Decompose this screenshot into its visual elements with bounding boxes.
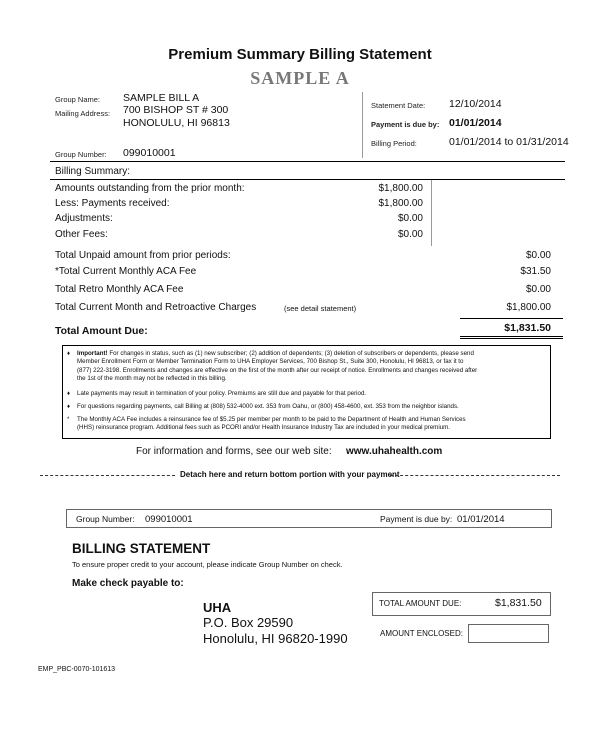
form-code: EMP_PBC-0070-101613 <box>38 666 116 673</box>
summary-line-amount: $0.00 <box>397 229 423 240</box>
sample-watermark: SAMPLE A <box>250 68 350 88</box>
note-late-payments: ♦ Late payments may result in termination of your policy. Premiums are still due and payable for that period. <box>67 390 367 397</box>
group-number-label: Group Number: <box>55 150 107 159</box>
total-line-amount: $1,800.00 <box>506 302 551 313</box>
payable-label: Make check payable to: <box>72 578 184 589</box>
detach-dash-right <box>390 475 560 476</box>
total-line-label: *Total Current Monthly ACA Fee <box>55 266 197 277</box>
info-divider <box>362 92 363 158</box>
page-title: Premium Summary Billing Statement <box>168 46 432 63</box>
payment-due-label: Payment is due by: <box>371 120 440 129</box>
stub-payment-due-label: Payment is due by: <box>380 514 453 524</box>
note-important: ♦ Important! For changes in status, such as (1) new subscriber; (2) addition of dependents; (3) deletion of subscribers or dependents, please send Member Enrollment Form or Member Termination Form to UHA Employer Services, 700 Bishop St., Suite 300, Honolulu, HI 96813, or fax it to (877) 222-3198. Enrollments and changes are effective on the first of the month after our receipt of notice. Enrollments and changes received after the 1st of the month may not be reflected in this billing. <box>67 350 478 383</box>
detach-dash-left <box>40 475 175 476</box>
statement-date-label: Statement Date: <box>371 101 426 110</box>
stub-group-number-label: Group Number: <box>76 514 135 524</box>
divider-summary <box>50 179 565 180</box>
billing-statement-heading: BILLING STATEMENT <box>72 541 211 556</box>
note-questions: ♦ For questions regarding payments, call Billing at (808) 532-4000 ext. 353 from Oahu, or (800) 458-4600, ext. 353 from the neighbor islands. <box>67 403 459 410</box>
total-double-rule-2 <box>460 338 563 339</box>
summary-line-amount: $1,800.00 <box>378 198 423 209</box>
summary-line-label: Other Fees: <box>55 229 108 240</box>
divider-top <box>50 161 565 162</box>
billing-summary-heading: Billing Summary: <box>55 166 131 177</box>
total-rule <box>460 318 563 319</box>
total-due-label: Total Amount Due: <box>55 325 148 337</box>
stub-total-due-label: TOTAL AMOUNT DUE: <box>379 599 462 608</box>
group-number: 099010001 <box>123 147 176 159</box>
summary-line-amount: $0.00 <box>397 213 423 224</box>
payee-line-1: P.O. Box 29590 <box>203 615 294 630</box>
stub-payment-due: 01/01/2014 <box>457 514 505 525</box>
group-name-label: Group Name: <box>55 95 101 104</box>
website-text: For information and forms, see our web site: <box>136 446 332 457</box>
total-line-label: Total Retro Monthly ACA Fee <box>55 284 184 295</box>
mailing-address-label: Mailing Address: <box>55 109 111 118</box>
total-line-label: Total Unpaid amount from prior periods: <box>55 250 231 261</box>
group-name: SAMPLE BILL A <box>123 92 200 104</box>
total-line-amount: $0.00 <box>525 284 551 295</box>
bullet-icon: ♦ <box>67 351 71 357</box>
summary-line-label: Adjustments: <box>55 213 113 224</box>
total-line-label: Total Current Month and Retroactive Charges <box>55 302 257 313</box>
statement-date: 12/10/2014 <box>449 98 502 110</box>
bullet-icon: ♦ <box>67 391 71 397</box>
total-due: $1,831.50 <box>504 322 551 334</box>
detail-statement-note: (see detail statement) <box>284 304 357 313</box>
summary-column-divider <box>431 180 432 246</box>
billing-statement-subtext: To ensure proper credit to your account, please indicate Group Number on check. <box>72 560 343 569</box>
summary-line-label: Amounts outstanding from the prior month: <box>55 183 245 194</box>
stub-total-due: $1,831.50 <box>495 597 542 609</box>
billing-period: 01/01/2014 to 01/31/2014 <box>449 136 569 148</box>
payment-due: 01/01/2014 <box>449 117 502 129</box>
asterisk-icon: * <box>67 417 70 423</box>
amount-enclosed-label: AMOUNT ENCLOSED: <box>380 629 463 638</box>
total-line-amount: $31.50 <box>520 266 551 277</box>
bullet-icon: ♦ <box>67 404 71 410</box>
amount-enclosed-field[interactable] <box>468 624 549 643</box>
address-line-1: 700 BISHOP ST # 300 <box>123 104 229 116</box>
summary-line-amount: $1,800.00 <box>378 183 423 194</box>
address-line-2: HONOLULU, HI 96813 <box>123 117 230 129</box>
total-double-rule-1 <box>460 336 563 337</box>
notes-box <box>62 345 551 439</box>
payee-name: UHA <box>203 600 232 615</box>
detach-instruction: Detach here and return bottom portion with your payment <box>180 470 400 479</box>
stub-group-number: 099010001 <box>145 514 193 525</box>
summary-line-label: Less: Payments received: <box>55 198 170 209</box>
total-line-amount: $0.00 <box>525 250 551 261</box>
billing-period-label: Billing Period: <box>371 139 417 148</box>
payee-line-2: Honolulu, HI 96820-1990 <box>203 631 348 646</box>
note-aca-fee: * The Monthly ACA Fee includes a reinsurance fee of $5.25 per member per month to be paid to the Department of Health and Human Services (HHS) reinsurance program. Additional fees such as PCORI and/or Health Insurance Industry Tax are included in your medical premium. <box>67 416 466 432</box>
website-link[interactable]: www.uhahealth.com <box>346 446 443 457</box>
